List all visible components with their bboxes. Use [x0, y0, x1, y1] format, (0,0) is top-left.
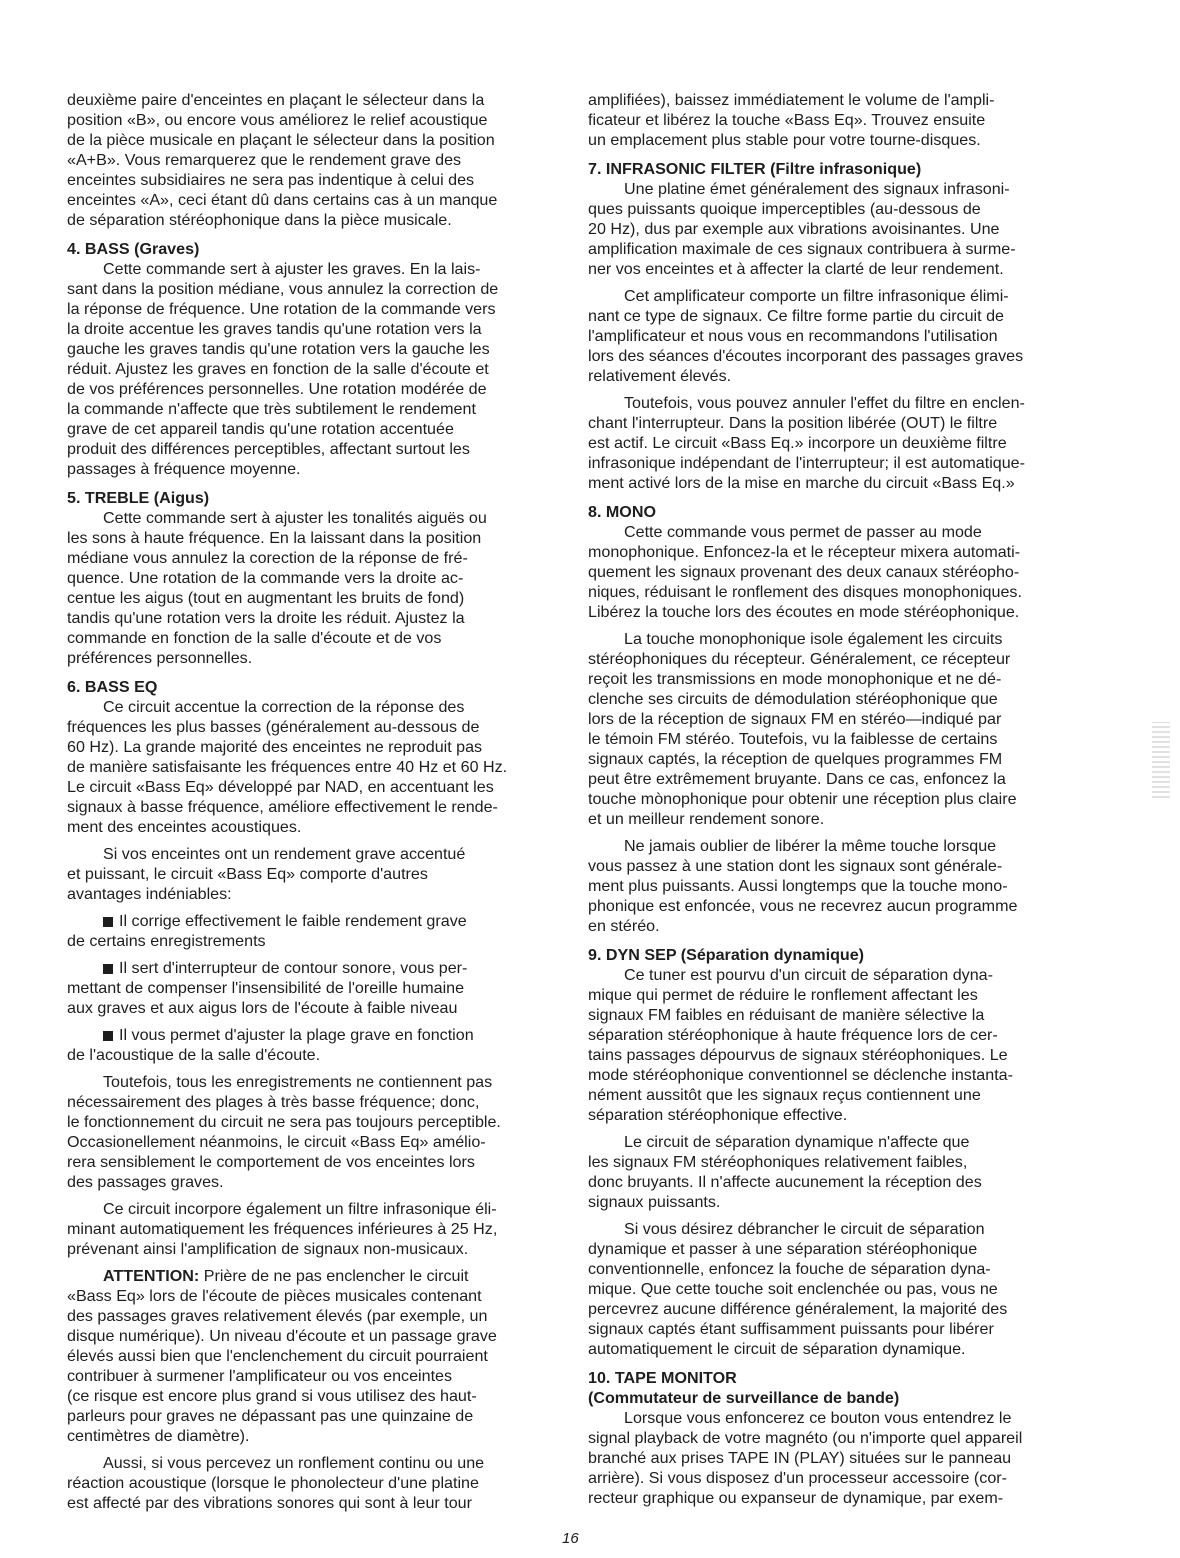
- text-line: la droite accentue les graves tandis qu'une rotation vers la: [67, 320, 482, 338]
- text-line: séparation stéréophonique à haute fréquence lors de cer-: [588, 1026, 998, 1044]
- text-line: recteur graphique ou expanseur de dynamique, par exem-: [588, 1489, 1004, 1507]
- text-line: Le circuit «Bass Eq» développé par NAD, en accentuant les: [67, 778, 494, 796]
- left-column: [67, 90, 547, 1522]
- text-line: est actif. Le circuit «Bass Eq.» incorpore un deuxième filtre: [588, 434, 1007, 452]
- text-line: monophonique. Enfoncez-la et le récepteur mixera automati-: [588, 543, 1021, 561]
- text-line: lors des séances d'écoutes incorporant des passages graves: [588, 347, 1024, 365]
- right-column: [588, 90, 1068, 1517]
- text-line: signaux puissants.: [588, 1193, 721, 1211]
- text-line: ques puissants quoique imperceptibles (au-dessous de: [588, 200, 981, 218]
- text-line: de l'acoustique de la salle d'écoute.: [67, 1046, 321, 1064]
- section-tape-monitor: [588, 1368, 1068, 1508]
- text-line: nécessairement des plages à très basse fréquence; donc,: [67, 1093, 480, 1111]
- section-infrasonic-filter: [588, 159, 1068, 493]
- text-line: Aussi, si vous percevez un ronflement continu ou une: [103, 1454, 485, 1472]
- section-bass-eq: [67, 677, 547, 1513]
- text-line: signaux à basse fréquence, améliore effectivement le rende-: [67, 798, 498, 816]
- section-heading: 6. BASS EQ: [67, 678, 158, 696]
- text-line: dynamique et passer à une séparation stéréophonique: [588, 1240, 978, 1258]
- text-line: l'amplificateur et nous vous en recommandons l'utilisation: [588, 327, 998, 345]
- text-line: Si vos enceintes ont un rendement grave accentué: [103, 845, 466, 863]
- text-line: nant ce type de signaux. Ce filtre forme partie du circuit de: [588, 307, 1004, 325]
- bullet-square-icon: [103, 1031, 113, 1041]
- text-line: mique. Que cette touche soit enclenchée ou pas, vous ne: [588, 1280, 998, 1298]
- text-line: arrière). Si vous disposez d'un processeur accessoire (cor-: [588, 1469, 1007, 1487]
- text-line: et puissant, le circuit «Bass Eq» comporte d'autres: [67, 865, 428, 883]
- text-line: automatiquement le circuit de séparation dynamique.: [588, 1340, 966, 1358]
- text-line: ment activé lors de la mise en marche du circuit «Bass Eq.»: [588, 474, 1015, 492]
- bullet-item: [67, 1025, 547, 1045]
- text-line: tains passages dépourvus de signaux stéréophoniques. Le: [588, 1046, 1008, 1064]
- text-line: de séparation stéréophonique dans la pièce musicale.: [67, 211, 452, 229]
- text-line: Cette commande sert à ajuster les graves. En la lais-: [103, 260, 481, 278]
- text-line: médiane vous annulez la corection de la réponse de fré-: [67, 549, 468, 567]
- text-line: Toutefois, vous pouvez annuler l'effet du filtre en enclen-: [624, 394, 1025, 412]
- text-line: signaux captés étant suffisamment puissants pour libérer: [588, 1320, 994, 1338]
- text-line: gauche les graves tandis qu'une rotation vers la gauche les: [67, 340, 490, 358]
- text-line: avantages indéniables:: [67, 885, 232, 903]
- section-dyn-sep: [588, 945, 1068, 1359]
- section-heading: 8. MONO: [588, 503, 656, 521]
- text-line: de certains enregistrements: [67, 932, 266, 950]
- text-line: infrasonique indépendant de l'interrupteur; il est automatique-: [588, 454, 1025, 472]
- text-line: clenche ses circuits de démodulation stéréophonique que: [588, 690, 998, 708]
- section-bass: [67, 239, 547, 479]
- text-line: 60 Hz). La grande majorité des enceintes ne reproduit pas: [67, 738, 483, 756]
- text-line: position «B», ou encore vous améliorez le relief acoustique: [67, 111, 488, 129]
- scan-artifact: [1152, 722, 1170, 798]
- text-line: Il sert d'interrupteur de contour sonore, vous per-: [119, 959, 468, 977]
- text-line: Cette commande vous permet de passer au mode: [624, 523, 982, 541]
- text-line: «A+B». Vous remarquerez que le rendement grave des: [67, 151, 462, 169]
- text-line: préférences personnelles.: [67, 649, 253, 667]
- bullet-item: [67, 958, 547, 978]
- text-line: Ce tuner est pourvu d'un circuit de séparation dyna-: [624, 966, 993, 984]
- text-line: niques, réduisant le ronflement des disques monophoniques.: [588, 583, 1022, 601]
- text-line: donc bruyants. Il n'affecte aucunement la réception des: [588, 1173, 982, 1191]
- text-line: stéréophoniques du récepteur. Généralement, ce récepteur: [588, 650, 1011, 668]
- text-line: mettant de compenser l'insensibilité de l'oreille humaine: [67, 979, 465, 997]
- section-mono: [588, 502, 1068, 936]
- text-line: Ce circuit accentue la correction de la réponse des: [103, 698, 465, 716]
- text-line: la commande n'affecte que très subtilement le rendement: [67, 400, 476, 418]
- text-line: vous passez à une station dont les signaux sont générale-: [588, 857, 1003, 875]
- text-line: la réponse de fréquence. Une rotation de la commande vers: [67, 300, 496, 318]
- text-line: La touche monophonique isole également les circuits: [624, 630, 1003, 648]
- text-line: relativement élevés.: [588, 367, 732, 385]
- text-line: Cette commande sert à ajuster les tonalités aiguës ou: [103, 509, 487, 527]
- text-line: reçoit les transmissions en mode monophonique et ne dé-: [588, 670, 1002, 688]
- text-line: Libérez la touche lors des écoutes en mode stéréophonique.: [588, 603, 1020, 621]
- text-line: centue les aigus (tout en augmentant les bruits de fond): [67, 589, 465, 607]
- text-line: Ce circuit incorpore également un filtre infrasonique éli-: [103, 1200, 497, 1218]
- text-line: signaux captés, la réception de quelques programmes FM: [588, 750, 1003, 768]
- text-line: deuxième paire d'enceintes en plaçant le sélecteur dans la: [67, 91, 485, 109]
- text-line: Une platine émet généralement des signaux infrasoni-: [624, 180, 1010, 198]
- text-line: des passages graves.: [67, 1173, 224, 1191]
- text-line: minant automatiquement les fréquences inférieures à 25 Hz,: [67, 1220, 498, 1238]
- section-treble: [67, 488, 547, 668]
- section-heading: 7. INFRASONIC FILTER (Filtre infrasonique): [588, 160, 922, 178]
- section-heading: 9. DYN SEP (Séparation dynamique): [588, 946, 865, 964]
- text-line: (ce risque est encore plus grand si vous utilisez des haut-: [67, 1387, 477, 1405]
- text-line: produit des différences perceptibles, affectant surtout les: [67, 440, 470, 458]
- text-line: branché aux prises TAPE IN (PLAY) situées sur le panneau: [588, 1449, 1012, 1467]
- text-line: conventionnelle, enfoncez la fouche de séparation dyna-: [588, 1260, 991, 1278]
- section-heading: 4. BASS (Graves): [67, 240, 200, 258]
- text-line: sant dans la position médiane, vous annulez la correction de: [67, 280, 499, 298]
- text-line: Si vous désirez débrancher le circuit de séparation: [624, 1220, 985, 1238]
- text-line: amplification maximale de ces signaux contribuera à surme-: [588, 240, 1016, 258]
- text-line: mode stéréophonique conventionnel se déclenche instanta-: [588, 1066, 1013, 1084]
- text-line: un emplacement plus stable pour votre tourne-disques.: [588, 131, 981, 149]
- text-line: le fonctionnement du circuit ne sera pas toujours perceptible.: [67, 1113, 501, 1131]
- intro-paragraph: [67, 90, 547, 230]
- text-line: grave de cet appareil tandis qu'une rotation accentuée: [67, 420, 454, 438]
- text-line: ficateur et libérez la touche «Bass Eq». Trouvez ensuite: [588, 111, 986, 129]
- text-line: ment des enceintes acoustiques.: [67, 818, 302, 836]
- text-line: ment plus puissants. Aussi longtemps que la touche mono-: [588, 877, 1008, 895]
- text-line: Lorsque vous enfoncerez ce bouton vous entendrez le: [624, 1409, 1012, 1427]
- text-line: quement les signaux provenant des deux canaux stéréopho-: [588, 563, 1020, 581]
- text-line: est affecté par des vibrations sonores qui sont à leur tour: [67, 1494, 472, 1512]
- text-line: Toutefois, tous les enregistrements ne contiennent pas: [103, 1073, 493, 1091]
- text-line: réduit. Ajustez les graves en fonction de la salle d'écoute et: [67, 360, 489, 378]
- text-line: Occasionellement néanmoins, le circuit «Bass Eq» amélio-: [67, 1133, 486, 1151]
- text-line: chant l'interrupteur. Dans la position libérée (OUT) le filtre: [588, 414, 998, 432]
- text-line: disque numérique). Un niveau d'écoute et un passage grave: [67, 1327, 497, 1345]
- text-line: séparation stéréophonique effective.: [588, 1106, 848, 1124]
- text-line: nément aussitôt que les signaux reçus contiennent une: [588, 1086, 981, 1104]
- attention-label: ATTENTION:: [103, 1267, 200, 1285]
- text-line: le témoin FM stéréo. Toutefois, vu la faiblesse de certains: [588, 730, 998, 748]
- text-line: mique qui permet de réduire le ronflement affectant les: [588, 986, 978, 1004]
- page-number: 16: [562, 1530, 579, 1547]
- text-line: percevrez aucune différence généralement, la majorité des: [588, 1300, 1008, 1318]
- section-heading: 10. TAPE MONITOR: [588, 1369, 737, 1387]
- bullet-item: [67, 911, 547, 931]
- bullet-square-icon: [103, 964, 113, 974]
- text-line: en stéréo.: [588, 917, 660, 935]
- text-line: amplifiées), baissez immédiatement le volume de l'ampli-: [588, 91, 995, 109]
- text-line: Il vous permet d'ajuster la plage grave en fonction: [119, 1026, 474, 1044]
- section-subheading: (Commutateur de surveillance de bande): [588, 1389, 900, 1407]
- text-line: centimètres de diamètre).: [67, 1427, 250, 1445]
- text-line: contribuer à surmener l'amplificateur ou vos enceintes: [67, 1367, 453, 1385]
- text-line: Cet amplificateur comporte un filtre infrasonique élimi-: [624, 287, 1009, 305]
- text-line: «Bass Eq» lors de l'écoute de pièces musicales contenant: [67, 1287, 482, 1305]
- text-line: de vos préférences personnelles. Une rotation modérée de: [67, 380, 487, 398]
- text-line: peut être extrêmement bruyante. Dans ce cas, enfoncez la: [588, 770, 1006, 788]
- text-line: tandis qu'une rotation vers la droite les réduit. Ajustez la: [67, 609, 465, 627]
- text-line: Prière de ne pas enclencher le circuit: [199, 1267, 469, 1285]
- text-line: de la pièce musicale en plaçant le sélecteur dans la position: [67, 131, 495, 149]
- text-line: enceintes subsidiaires ne sera pas indentique à celui des: [67, 171, 475, 189]
- text-line: phonique est enfoncée, vous ne recevrez aucun programme: [588, 897, 1018, 915]
- text-line: commande en fonction de la salle d'écoute et de vos: [67, 629, 442, 647]
- text-line: signal playback de votre magnéto (ou n'importe quel appareil: [588, 1429, 1023, 1447]
- text-line: Le circuit de séparation dynamique n'affecte que: [624, 1133, 970, 1151]
- text-line: des passages graves relativement élevés (par exemple, un: [67, 1307, 488, 1325]
- text-line: les sons à haute fréquence. En la laissant dans la position: [67, 529, 482, 547]
- text-line: passages à fréquence moyenne.: [67, 460, 301, 478]
- text-line: quence. Une rotation de la commande vers la droite ac-: [67, 569, 464, 587]
- bullet-square-icon: [103, 917, 113, 927]
- text-line: prévenant ainsi l'amplification de signaux non-musicaux.: [67, 1240, 469, 1258]
- text-line: les signaux FM stéréophoniques relativement faibles,: [588, 1153, 968, 1171]
- text-line: lors de la réception de signaux FM en stéréo—indiqué par: [588, 710, 1002, 728]
- section-heading: 5. TREBLE (Aigus): [67, 489, 210, 507]
- text-line: rera sensiblement le comportement de vos enceintes lors: [67, 1153, 475, 1171]
- text-line: aux graves et aux aigus lors de l'écoute à faible niveau: [67, 999, 458, 1017]
- text-line: fréquences les plus basses (généralement au-dessous de: [67, 718, 480, 736]
- continued-paragraph: [588, 90, 1068, 150]
- text-line: signaux FM faibles en réduisant de manière sélective la: [588, 1006, 985, 1024]
- attention-line: [67, 1266, 547, 1286]
- text-line: de manière satisfaisante les fréquences entre 40 Hz et 60 Hz.: [67, 758, 508, 776]
- text-line: touche mònophonique pour obtenir une réception plus claire: [588, 790, 1017, 808]
- text-line: et un meilleur rendement sonore.: [588, 810, 825, 828]
- text-line: 20 Hz), dus par exemple aux vibrations avoisinantes. Une: [588, 220, 1000, 238]
- text-line: ner vos enceintes et à affecter la clarté de leur rendement.: [588, 260, 1004, 278]
- text-line: élevés aussi bien que l'enclenchement du circuit pourraient: [67, 1347, 488, 1365]
- text-line: réaction acoustique (lorsque le phonolecteur d'une platine: [67, 1474, 479, 1492]
- text-line: Il corrige effectivement le faible rendement grave: [119, 912, 467, 930]
- text-line: parleurs pour graves ne dépassant pas une quinzaine de: [67, 1407, 474, 1425]
- text-line: Ne jamais oublier de libérer la même touche lorsque: [624, 837, 997, 855]
- text-line: enceintes «A», ceci étant dû dans certains cas à un manque: [67, 191, 498, 209]
